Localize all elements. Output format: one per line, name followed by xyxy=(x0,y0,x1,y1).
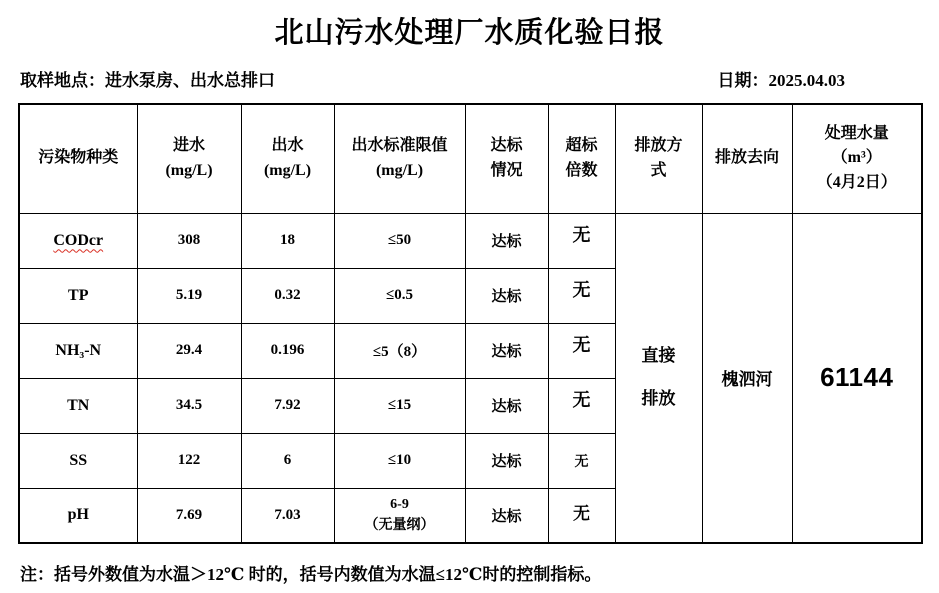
standard-limit-value: ≤0.5 xyxy=(334,268,465,323)
exceedance-value: 无 xyxy=(548,488,615,543)
col-header-pollutant-type: 污染物种类 xyxy=(19,104,137,213)
page-title: 北山污水处理厂水质化验日报 xyxy=(274,17,665,49)
influent-value: 29.4 xyxy=(137,323,241,378)
exceedance-value: 无 xyxy=(548,433,615,488)
compliance-status: 达标 xyxy=(465,378,548,433)
standard-limit-value: 6-9 （无量纲） xyxy=(334,488,465,543)
col-header-compliance: 达标 情况 xyxy=(465,104,548,213)
influent-value: 5.19 xyxy=(137,268,241,323)
influent-value: 122 xyxy=(137,433,241,488)
footnote: 注：括号外数值为水温＞12℃ 时的，括号内数值为水温≤12℃时的控制指标。 xyxy=(20,565,602,584)
col-header-treated-volume: 处理水量 （m³） （4月2日） xyxy=(792,104,922,213)
col-header-discharge-destination: 排放去向 xyxy=(702,104,792,213)
report-date-label: 日期：2025.04.03 xyxy=(717,71,845,90)
water-quality-table xyxy=(18,103,923,544)
compliance-status: 达标 xyxy=(465,433,548,488)
discharge-method-cell: 直接 排放 xyxy=(615,213,702,543)
influent-value: 7.69 xyxy=(137,488,241,543)
compliance-status: 达标 xyxy=(465,268,548,323)
treated-volume-cell: 61144 xyxy=(792,213,922,543)
influent-value: 34.5 xyxy=(137,378,241,433)
exceedance-value: 无 xyxy=(548,323,615,378)
col-header-effluent: 出水 (mg/L) xyxy=(241,104,334,213)
col-header-influent: 进水 (mg/L) xyxy=(137,104,241,213)
pollutant-name: SS xyxy=(19,433,137,488)
table-row-codcr xyxy=(19,213,922,268)
effluent-value: 0.196 xyxy=(241,323,334,378)
report-page xyxy=(0,10,939,593)
standard-limit-value: ≤50 xyxy=(334,213,465,268)
discharge-destination-cell: 槐泗河 xyxy=(702,213,792,543)
col-header-discharge-method: 排放方 式 xyxy=(615,104,702,213)
exceedance-value: 无 xyxy=(548,268,615,323)
exceedance-value: 无 xyxy=(548,378,615,433)
effluent-value: 6 xyxy=(241,433,334,488)
compliance-status: 达标 xyxy=(465,323,548,378)
standard-limit-value: ≤15 xyxy=(334,378,465,433)
header-row xyxy=(19,104,922,213)
standard-limit-value: ≤10 xyxy=(334,433,465,488)
col-header-exceedance: 超标 倍数 xyxy=(548,104,615,213)
effluent-value: 18 xyxy=(241,213,334,268)
effluent-value: 0.32 xyxy=(241,268,334,323)
influent-value: 308 xyxy=(137,213,241,268)
compliance-status: 达标 xyxy=(465,488,548,543)
compliance-status: 达标 xyxy=(465,213,548,268)
pollutant-name: TN xyxy=(19,378,137,433)
pollutant-name: pH xyxy=(19,488,137,543)
pollutant-name-cell xyxy=(19,213,137,268)
effluent-value: 7.03 xyxy=(241,488,334,543)
exceedance-value: 无 xyxy=(548,213,615,268)
sampling-location-label: 取样地点：进水泵房、出水总排口 xyxy=(20,71,275,90)
pollutant-name: TP xyxy=(19,268,137,323)
subheader xyxy=(20,66,845,91)
standard-limit-value: ≤5（8） xyxy=(334,323,465,378)
col-header-standard-limit: 出水标准限值 (mg/L) xyxy=(334,104,465,213)
pollutant-name: CODcr xyxy=(53,231,104,249)
pollutant-name: NH₃-N xyxy=(19,323,137,378)
effluent-value: 7.92 xyxy=(241,378,334,433)
